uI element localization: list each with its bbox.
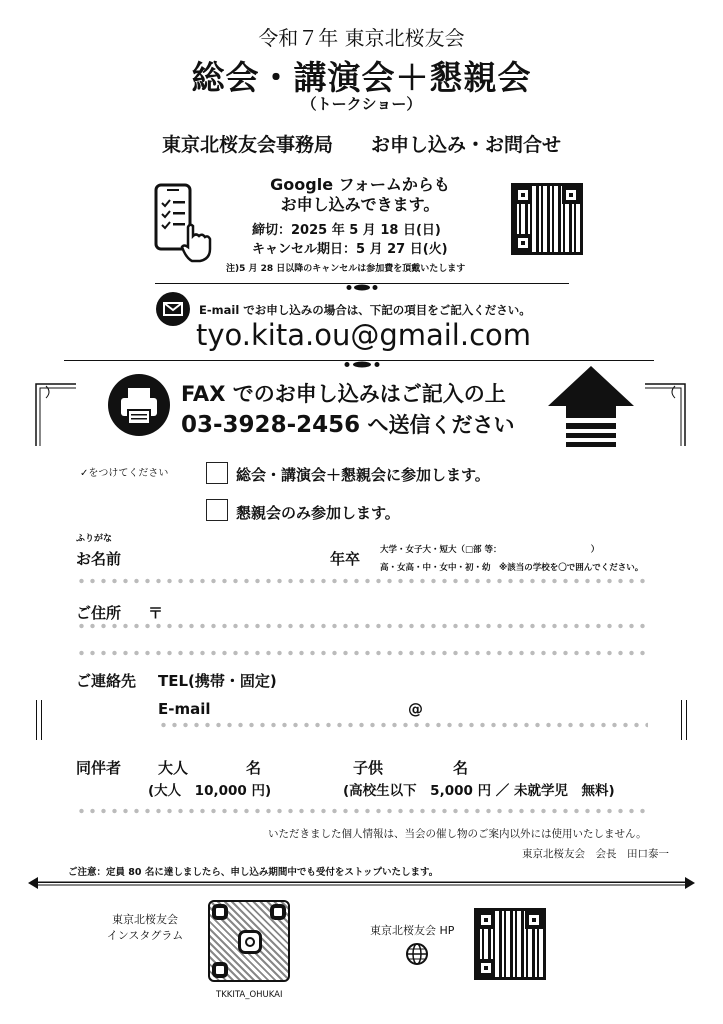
instagram-handle: TKKITA_OHUKAI (216, 990, 283, 1000)
adult-fee: (大人 10,000 円) (148, 783, 272, 799)
email-address[interactable]: tyo.kita.ou@gmail.com (196, 318, 532, 352)
checkbox-full-participation[interactable] (206, 462, 228, 484)
grad-year-label: 年卒 (330, 550, 361, 568)
google-form-line1: Google フォームからも (270, 175, 450, 194)
up-arrow-icon (548, 366, 634, 448)
companions-field-line[interactable] (76, 808, 648, 814)
hp-qr-code[interactable] (474, 908, 546, 980)
hp-label: 東京北桜友会 HP (370, 924, 455, 937)
name-field-line[interactable] (76, 578, 648, 584)
bottom-divider (28, 875, 695, 889)
divider-ornament (345, 278, 379, 289)
tel-label: TEL(携帯・固定) (158, 672, 277, 690)
fax-send-text: へ送信ください (360, 413, 515, 437)
header-line1: 令和７年 東京北桜友会 (258, 26, 465, 50)
frame-line-right (681, 700, 687, 740)
fax-icon (108, 374, 170, 436)
postal-mark: 〒 (148, 604, 164, 622)
smartphone-icon (152, 183, 214, 263)
instagram-label-line1: 東京北桜友会 (112, 913, 178, 926)
children-unit: 名 (453, 759, 469, 777)
address-label: ご住所 (76, 604, 122, 622)
deadline-text: 締切：2025 年 5 月 18 日(日) (252, 223, 441, 238)
contact-label: ご連絡先 (76, 672, 137, 690)
frame-corner-top-right (645, 376, 693, 446)
companions-label: 同伴者 (76, 759, 122, 777)
cancel-note: 注)5 月 28 日以降のキャンセルは参加費を頂戴いたします (226, 264, 466, 274)
children-label: 子供 (353, 759, 384, 777)
instagram-label-line2: インスタグラム (106, 929, 184, 942)
checkbox-label-full: 総会・講演会＋懇親会に参加します。 (236, 466, 490, 484)
office-heading: 東京北桜友会事務局 お申し込み・お問合せ (161, 134, 561, 156)
google-form-line2: お申し込みできます。 (280, 195, 440, 214)
address-field-line[interactable] (76, 623, 648, 629)
at-mark: @ (408, 700, 423, 718)
checkbox-hint: ✓をつけてください (80, 468, 169, 479)
email-field-line[interactable] (158, 722, 648, 728)
address-field-line-2[interactable] (76, 650, 648, 656)
divider-ornament (342, 355, 382, 366)
capacity-notice: ご注意：定員 80 名に達しましたら、申し込み期間中でも受付をストップいたします。 (68, 867, 439, 878)
google-form-qr-code[interactable] (511, 183, 583, 255)
page-subtitle: （トークショー） (301, 95, 422, 113)
checkbox-label-party: 懇親会のみ参加します。 (236, 504, 400, 522)
adults-label: 大人 (158, 759, 189, 777)
school-options-line1: 大学・女子大・短大（□部 等： ） (380, 545, 600, 555)
mail-icon (156, 292, 190, 326)
instagram-icon (238, 930, 262, 954)
school-options-line2: 高・女高・中・女中・初・幼 ※該当の学校を〇で囲んでください。 (380, 563, 644, 573)
cancel-deadline-text: キャンセル期日：5 月 27 日(火) (252, 242, 448, 257)
child-fee: (高校生以下 5,000 円 ／ 未就学児 無料) (343, 783, 615, 799)
fax-number[interactable]: 03-3928-2456 (181, 412, 361, 438)
email-label: E-mail (158, 700, 211, 718)
fax-instruction: FAX でのお申し込みはご記入の上 (181, 382, 506, 406)
page-title: 総会・講演会＋懇親会 (191, 58, 532, 97)
name-label: お名前 (76, 550, 122, 568)
frame-corner-top-left (28, 376, 76, 446)
email-instruction: E-mail でお申し込みの場合は、下記の項目をご記入ください。 (199, 303, 531, 317)
furigana-label: ふりがな (76, 534, 113, 544)
privacy-statement: いただきました個人情報は、当会の催し物のご案内以外には使用いたしません。 (268, 828, 647, 840)
frame-line-left (36, 700, 42, 740)
globe-icon (405, 942, 429, 966)
adults-unit: 名 (246, 759, 262, 777)
checkbox-party-only[interactable] (206, 499, 228, 521)
signature: 東京北桜友会 会長 田口泰一 (522, 848, 669, 860)
instagram-qr-code[interactable] (208, 900, 290, 982)
